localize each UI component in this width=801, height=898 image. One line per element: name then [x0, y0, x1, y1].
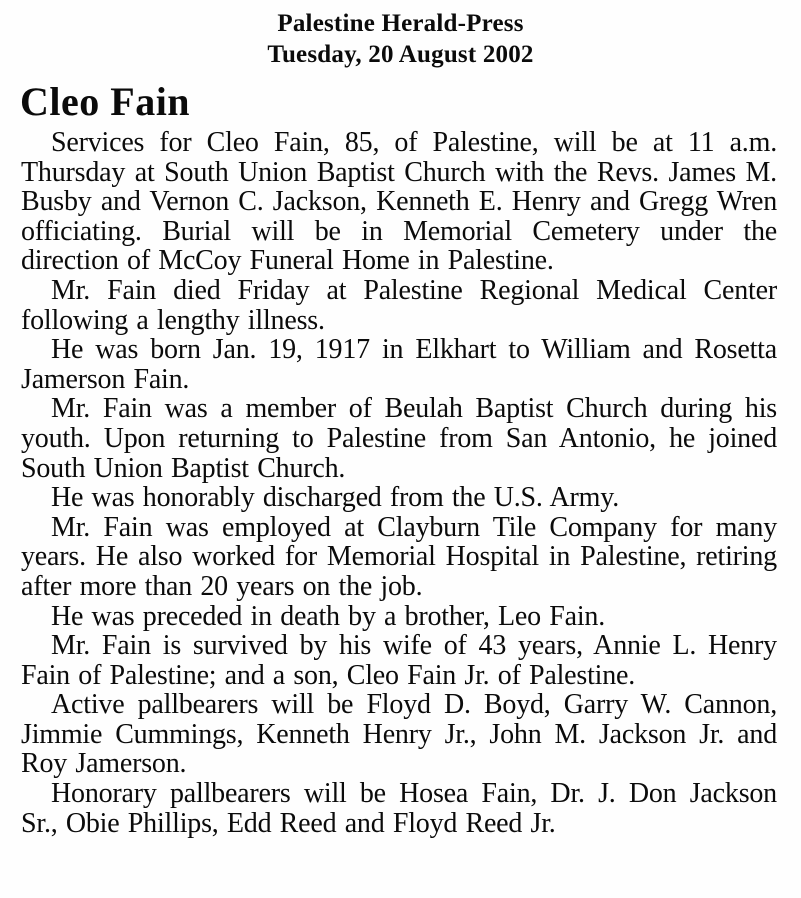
article-paragraph: Honorary pallbearers will be Hosea Fain, Dr. J. Don Jackson Sr., Obie Phillips, Edd Reed and Floyd Reed Jr. — [21, 778, 777, 839]
article-paragraph: Services for Cleo Fain, 85, of Palestine, will be at 11 a.m. Thursday at South Union Baptist Church with the Revs. James M. Busby and Vernon C. Jackson, Kenneth E. Henry and Gregg Wren officiating. Burial will be in Memorial Cemetery under the direction of McCoy Funeral Home in Palestine. — [21, 127, 777, 277]
publication-date: Tuesday, 20 August 2002 — [267, 41, 534, 68]
article-paragraph: Mr. Fain died Friday at Palestine Regional Medical Center following a lengthy illness. — [21, 274, 777, 336]
article-paragraph: He was honorably discharged from the U.S. Army. — [51, 482, 619, 514]
article-paragraph: Active pallbearers will be Floyd D. Boyd, Garry W. Cannon, Jimmie Cummings, Kenneth Henry Jr., John M. Jackson Jr. and Roy Jamerson. — [21, 689, 777, 780]
article-paragraph: Mr. Fain was a member of Beulah Baptist Church during his youth. Upon returning to Palestine from San Antonio, he joined South Union Baptist Church. — [21, 393, 777, 484]
article-paragraph: He was born Jan. 19, 1917 in Elkhart to William and Rosetta Jamerson Fain. — [21, 334, 777, 395]
publication-name: Palestine Herald-Press — [277, 10, 524, 37]
article-paragraph: He was preceded in death by a brother, Leo Fain. — [51, 600, 606, 632]
article-paragraph: Mr. Fain was employed at Clayburn Tile Company for many years. He also worked for Memorial Hospital in Palestine, retiring after more than 20 years on the job. — [21, 511, 777, 602]
article-body — [0, 128, 801, 838]
article-headline: Cleo Fain — [20, 79, 191, 124]
article-paragraph: Mr. Fain is survived by his wife of 43 years, Annie L. Henry Fain of Palestine; and a son, Cleo Fain Jr. of Palestine. — [21, 630, 777, 691]
masthead — [0, 0, 801, 70]
